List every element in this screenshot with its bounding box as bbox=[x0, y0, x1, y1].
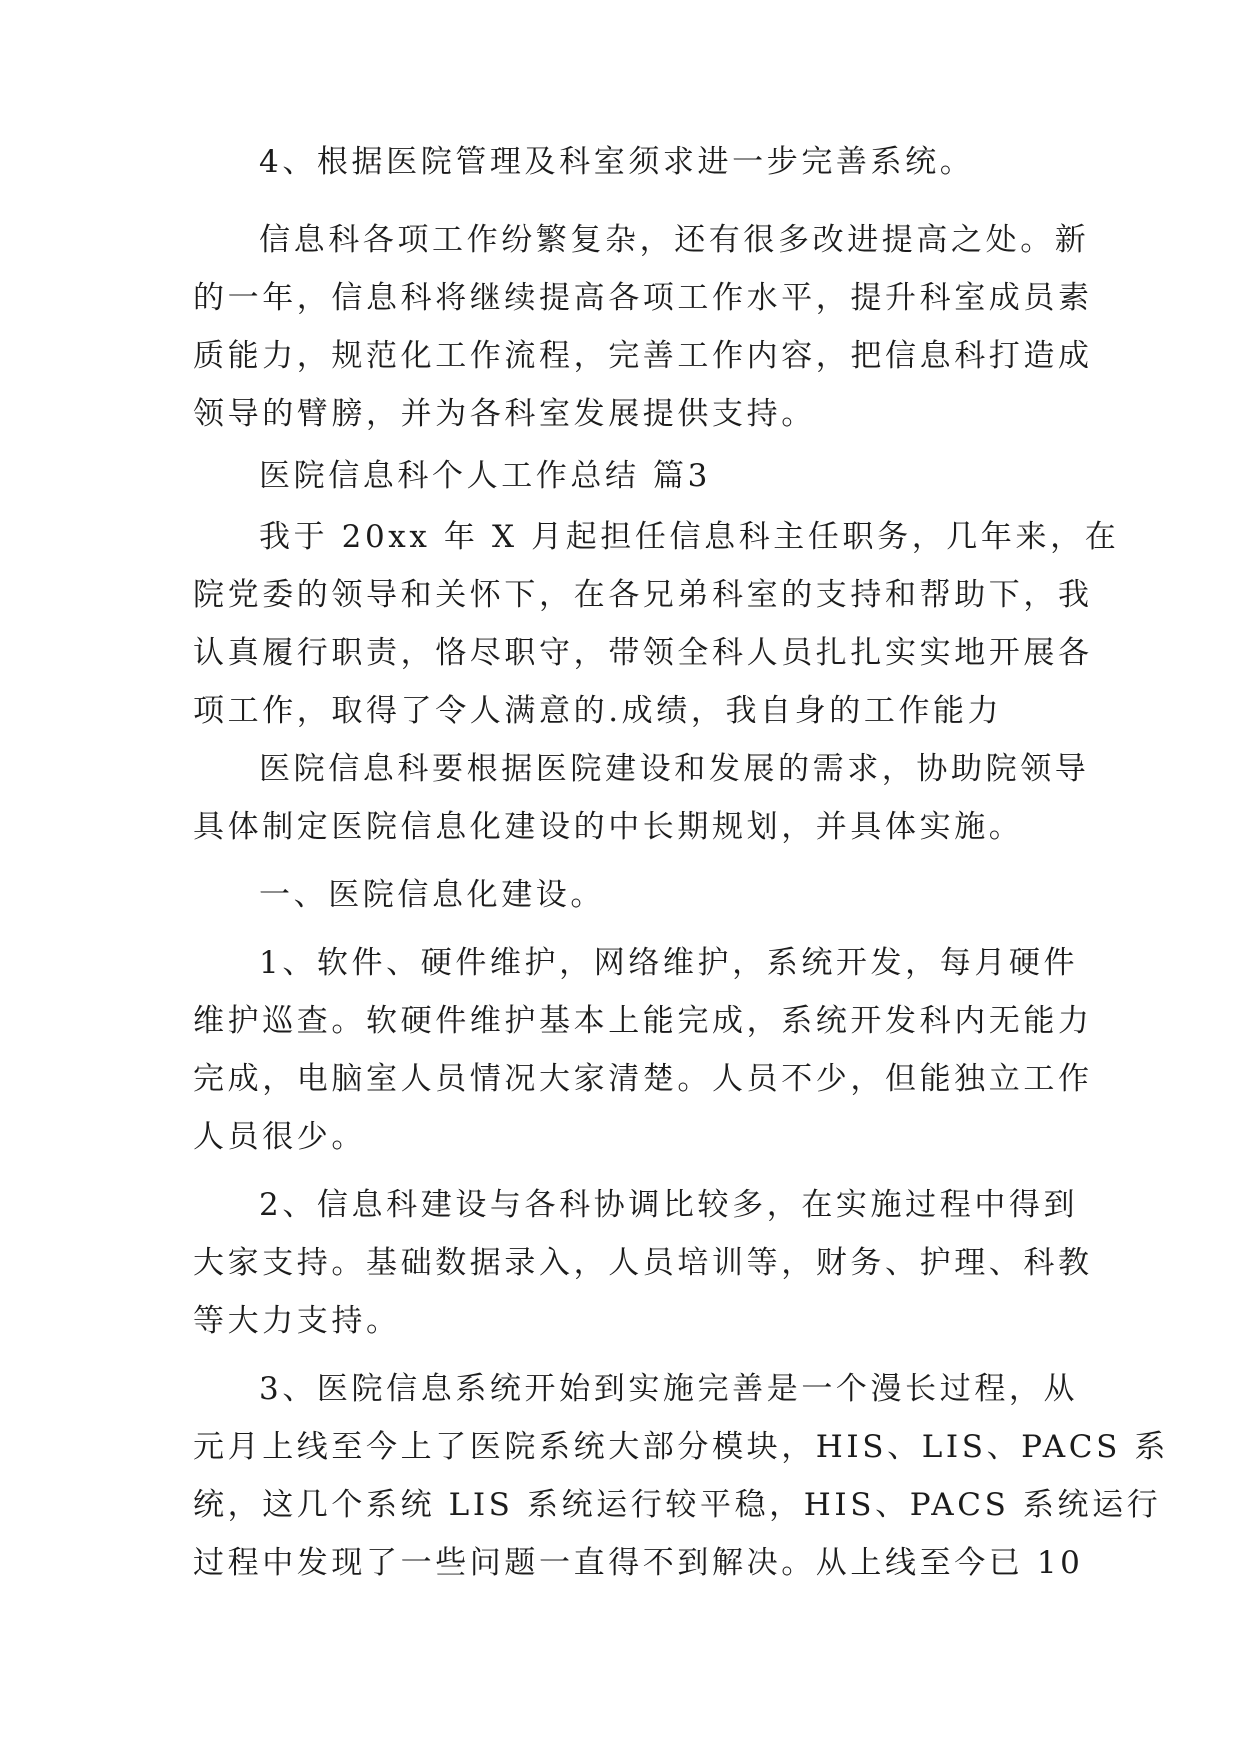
text-line: 1、软件、硬件维护，网络维护，系统开发，每月硬件 bbox=[259, 945, 1079, 981]
text-line: 信息科各项工作纷繁复杂，还有很多改进提高之处。新 bbox=[259, 222, 1090, 258]
text-line: 人员很少。 bbox=[193, 1119, 366, 1155]
text-line: 3、医院信息系统开始到实施完善是一个漫长过程，从 bbox=[259, 1371, 1079, 1407]
text-line: 医院信息科要根据医院建设和发展的需求，协助院领导 bbox=[259, 751, 1090, 787]
text-line: 元月上线至今上了医院系统大部分模块，HIS、LIS、PACS 系 bbox=[193, 1429, 1169, 1465]
text-line: 认真履行职责，恪尽职守，带领全科人员扎扎实实地开展各 bbox=[193, 635, 1093, 671]
text-line: 过程中发现了一些问题一直得不到解决。从上线至今已 10 bbox=[193, 1545, 1084, 1581]
text-line: 一、医院信息化建设。 bbox=[259, 877, 605, 913]
text-line: 我于 20xx 年 X 月起担任信息科主任职务，几年来，在 bbox=[259, 519, 1120, 555]
text-line: 统，这几个系统 LIS 系统运行较平稳，HIS、PACS 系统运行 bbox=[193, 1487, 1162, 1523]
text-line: 领导的臂膀，并为各科室发展提供支持。 bbox=[193, 396, 816, 432]
text-line: 项工作，取得了令人满意的.成绩，我自身的工作能力 bbox=[193, 693, 1003, 729]
text-line: 质能力，规范化工作流程，完善工作内容，把信息科打造成 bbox=[193, 338, 1093, 374]
text-line: 完成，电脑室人员情况大家清楚。人员不少，但能独立工作 bbox=[193, 1061, 1093, 1097]
text-line: 大家支持。基础数据录入，人员培训等，财务、护理、科教 bbox=[193, 1245, 1093, 1281]
text-line: 4、根据医院管理及科室须求进一步完善系统。 bbox=[259, 144, 975, 180]
section-heading: 医院信息科个人工作总结 篇3 bbox=[259, 458, 711, 494]
text-line: 维护巡查。软硬件维护基本上能完成，系统开发科内无能力 bbox=[193, 1003, 1093, 1039]
text-line: 等大力支持。 bbox=[193, 1303, 401, 1339]
text-line: 院党委的领导和关怀下，在各兄弟科室的支持和帮助下，我 bbox=[193, 577, 1093, 613]
text-line: 具体制定医院信息化建设的中长期规划，并具体实施。 bbox=[193, 809, 1024, 845]
text-line: 的一年，信息科将继续提高各项工作水平，提升科室成员素 bbox=[193, 280, 1093, 316]
text-line: 2、信息科建设与各科协调比较多，在实施过程中得到 bbox=[259, 1187, 1079, 1223]
